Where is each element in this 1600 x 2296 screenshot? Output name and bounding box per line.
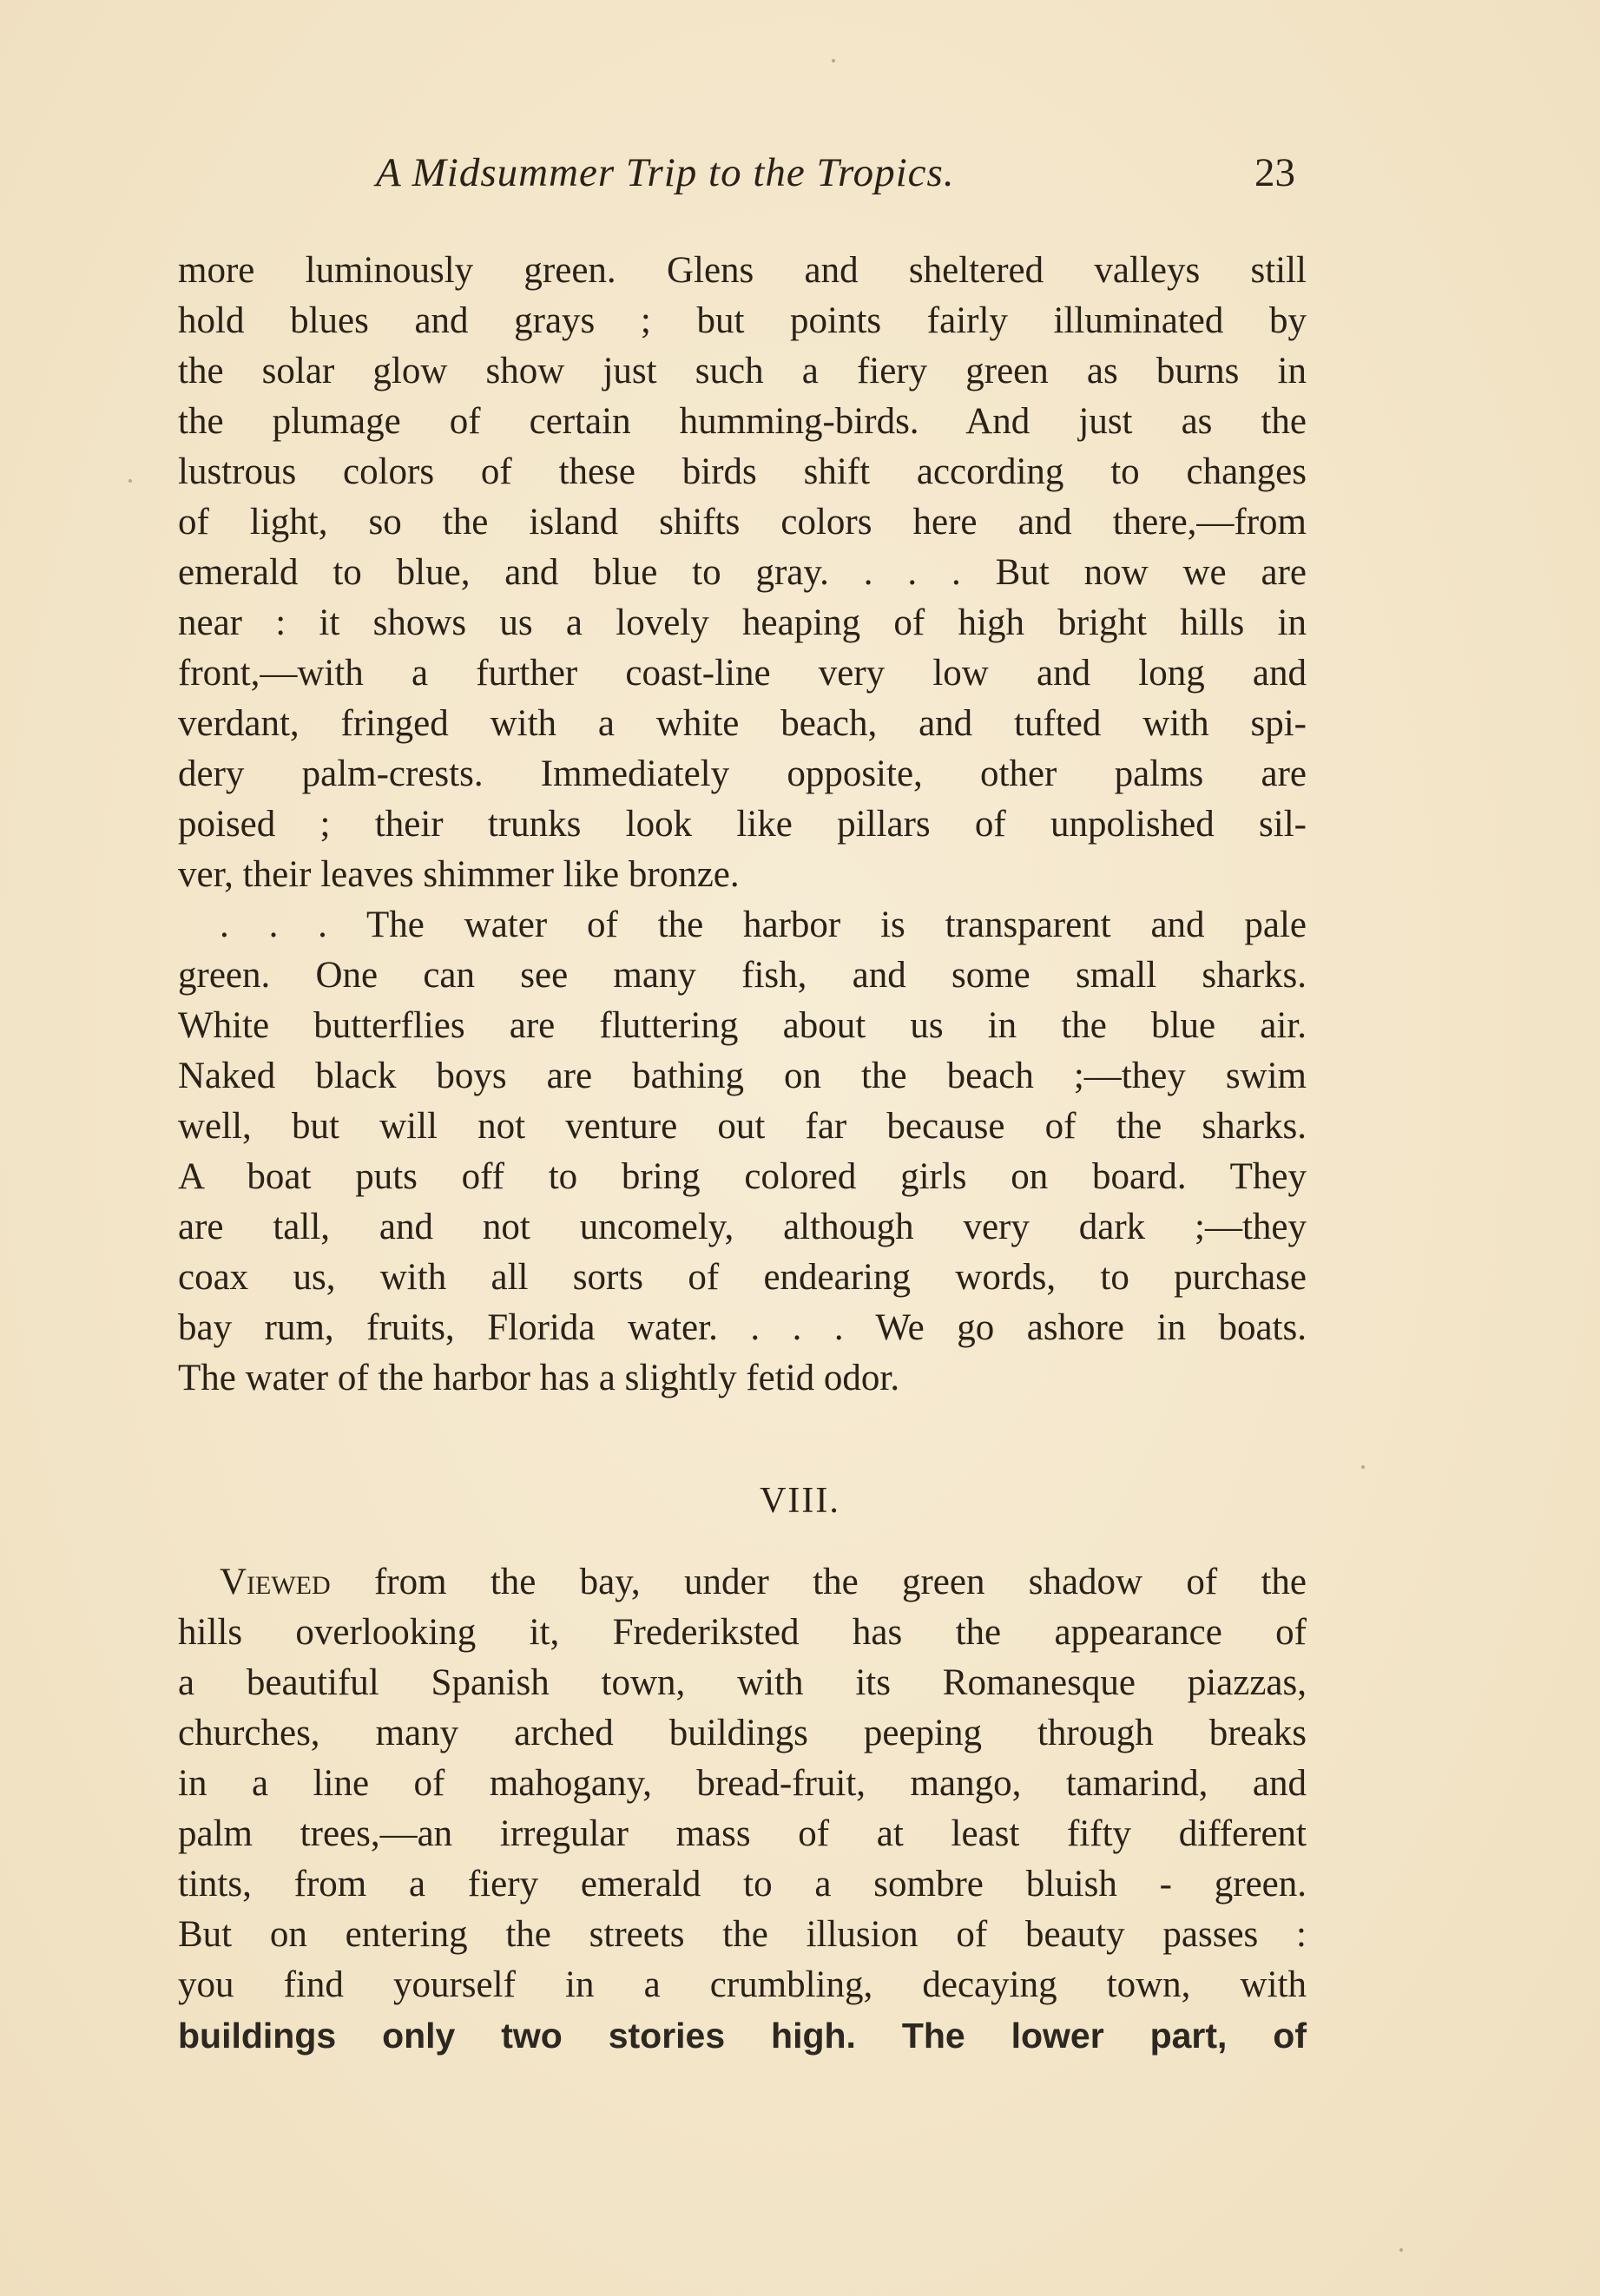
paragraph-1 [178, 246, 1307, 900]
running-title: A Midsummer Trip to the Tropics. [376, 150, 955, 195]
text-line: The water of the harbor has a slightly fetid odor. [178, 1358, 900, 1398]
text-line: are tall, and not uncomely, although very dark ;—they [178, 1207, 1307, 1247]
text-line: the solar glow show just such a fiery green as burns in [178, 351, 1307, 391]
text-line: churches, many arched buildings peeping through breaks [178, 1713, 1307, 1753]
text-line: well, but will not venture out far because of the sharks. [178, 1106, 1307, 1147]
paragraph-3 [178, 1557, 1307, 2061]
text-line: . . . The water of the harbor is transparent and pale [220, 905, 1307, 945]
text-line: ver, their leaves shimmer like bronze. [178, 854, 740, 895]
text-line: A boat puts off to bring colored girls on board. They [178, 1156, 1307, 1197]
text-line: of light, so the island shifts colors here and there,—from [178, 502, 1307, 543]
text-line: hills overlooking it, Frederiksted has the appearance of [178, 1612, 1307, 1653]
text-line-first [178, 1557, 1307, 1608]
text-line: coax us, with all sorts of endearing words, to purchase [178, 1257, 1307, 1298]
paper-speck [128, 479, 132, 483]
text-line: verdant, fringed with a white beach, and tufted with spi- [178, 703, 1307, 744]
drop-word: Viewed [220, 1562, 331, 1602]
text-line: front,—with a further coast-line very low and long and [178, 653, 1307, 694]
text-line: palm trees,—an irregular mass of at least fifty different [178, 1813, 1307, 1854]
paper-speck [1399, 2248, 1403, 2252]
page-number: 23 [1254, 150, 1295, 195]
text-line: emerald to blue, and blue to gray. . . . But now we are [178, 552, 1307, 593]
page-header [178, 139, 1307, 208]
paper-speck [1361, 1465, 1365, 1469]
paper-speck [832, 59, 835, 62]
text-line: tints, from a fiery emerald to a sombre bluish - green. [178, 1864, 1307, 1905]
text-line: in a line of mahogany, bread-fruit, mango, tamarind, and [178, 1763, 1307, 1804]
text-line: Naked black boys are bathing on the beach ;—they swim [178, 1056, 1307, 1096]
text-line: hold blues and grays ; but points fairly illuminated by [178, 300, 1307, 341]
text-line: near : it shows us a lovely heaping of high bright hills in [178, 602, 1307, 643]
text-line: bay rum, fruits, Florida water. . . . We go ashore in boats. [178, 1307, 1307, 1348]
text-column-top [178, 246, 1307, 1404]
text-line: dery palm-crests. Immediately opposite, other palms are [178, 753, 1307, 794]
text-line: But on entering the streets the illusion of beauty passes : [178, 1914, 1307, 1955]
text-line: buildings only two stories high. The lower part, of [178, 2016, 1307, 2056]
text-line: a beautiful Spanish town, with its Romanesque piazzas, [178, 1662, 1307, 1703]
text-line: White butterflies are fluttering about us in the blue air. [178, 1005, 1307, 1046]
text-line: green. One can see many fish, and some small sharks. [178, 955, 1307, 996]
section-heading: VIII. [760, 1481, 840, 1521]
text-line: poised ; their trunks look like pillars of unpolished sil- [178, 804, 1307, 845]
text-line: more luminously green. Glens and sheltered valleys still [178, 250, 1307, 291]
paragraph-2 [178, 900, 1307, 1404]
text-line: lustrous colors of these birds shift according to changes [178, 451, 1307, 492]
text-line: the plumage of certain humming-birds. And just as the [178, 401, 1307, 442]
text-column-bottom [178, 1557, 1307, 2061]
text-line-rest: from the bay, under the green shadow of the [330, 1562, 1307, 1602]
text-line: you find yourself in a crumbling, decaying town, with [178, 1964, 1307, 2005]
